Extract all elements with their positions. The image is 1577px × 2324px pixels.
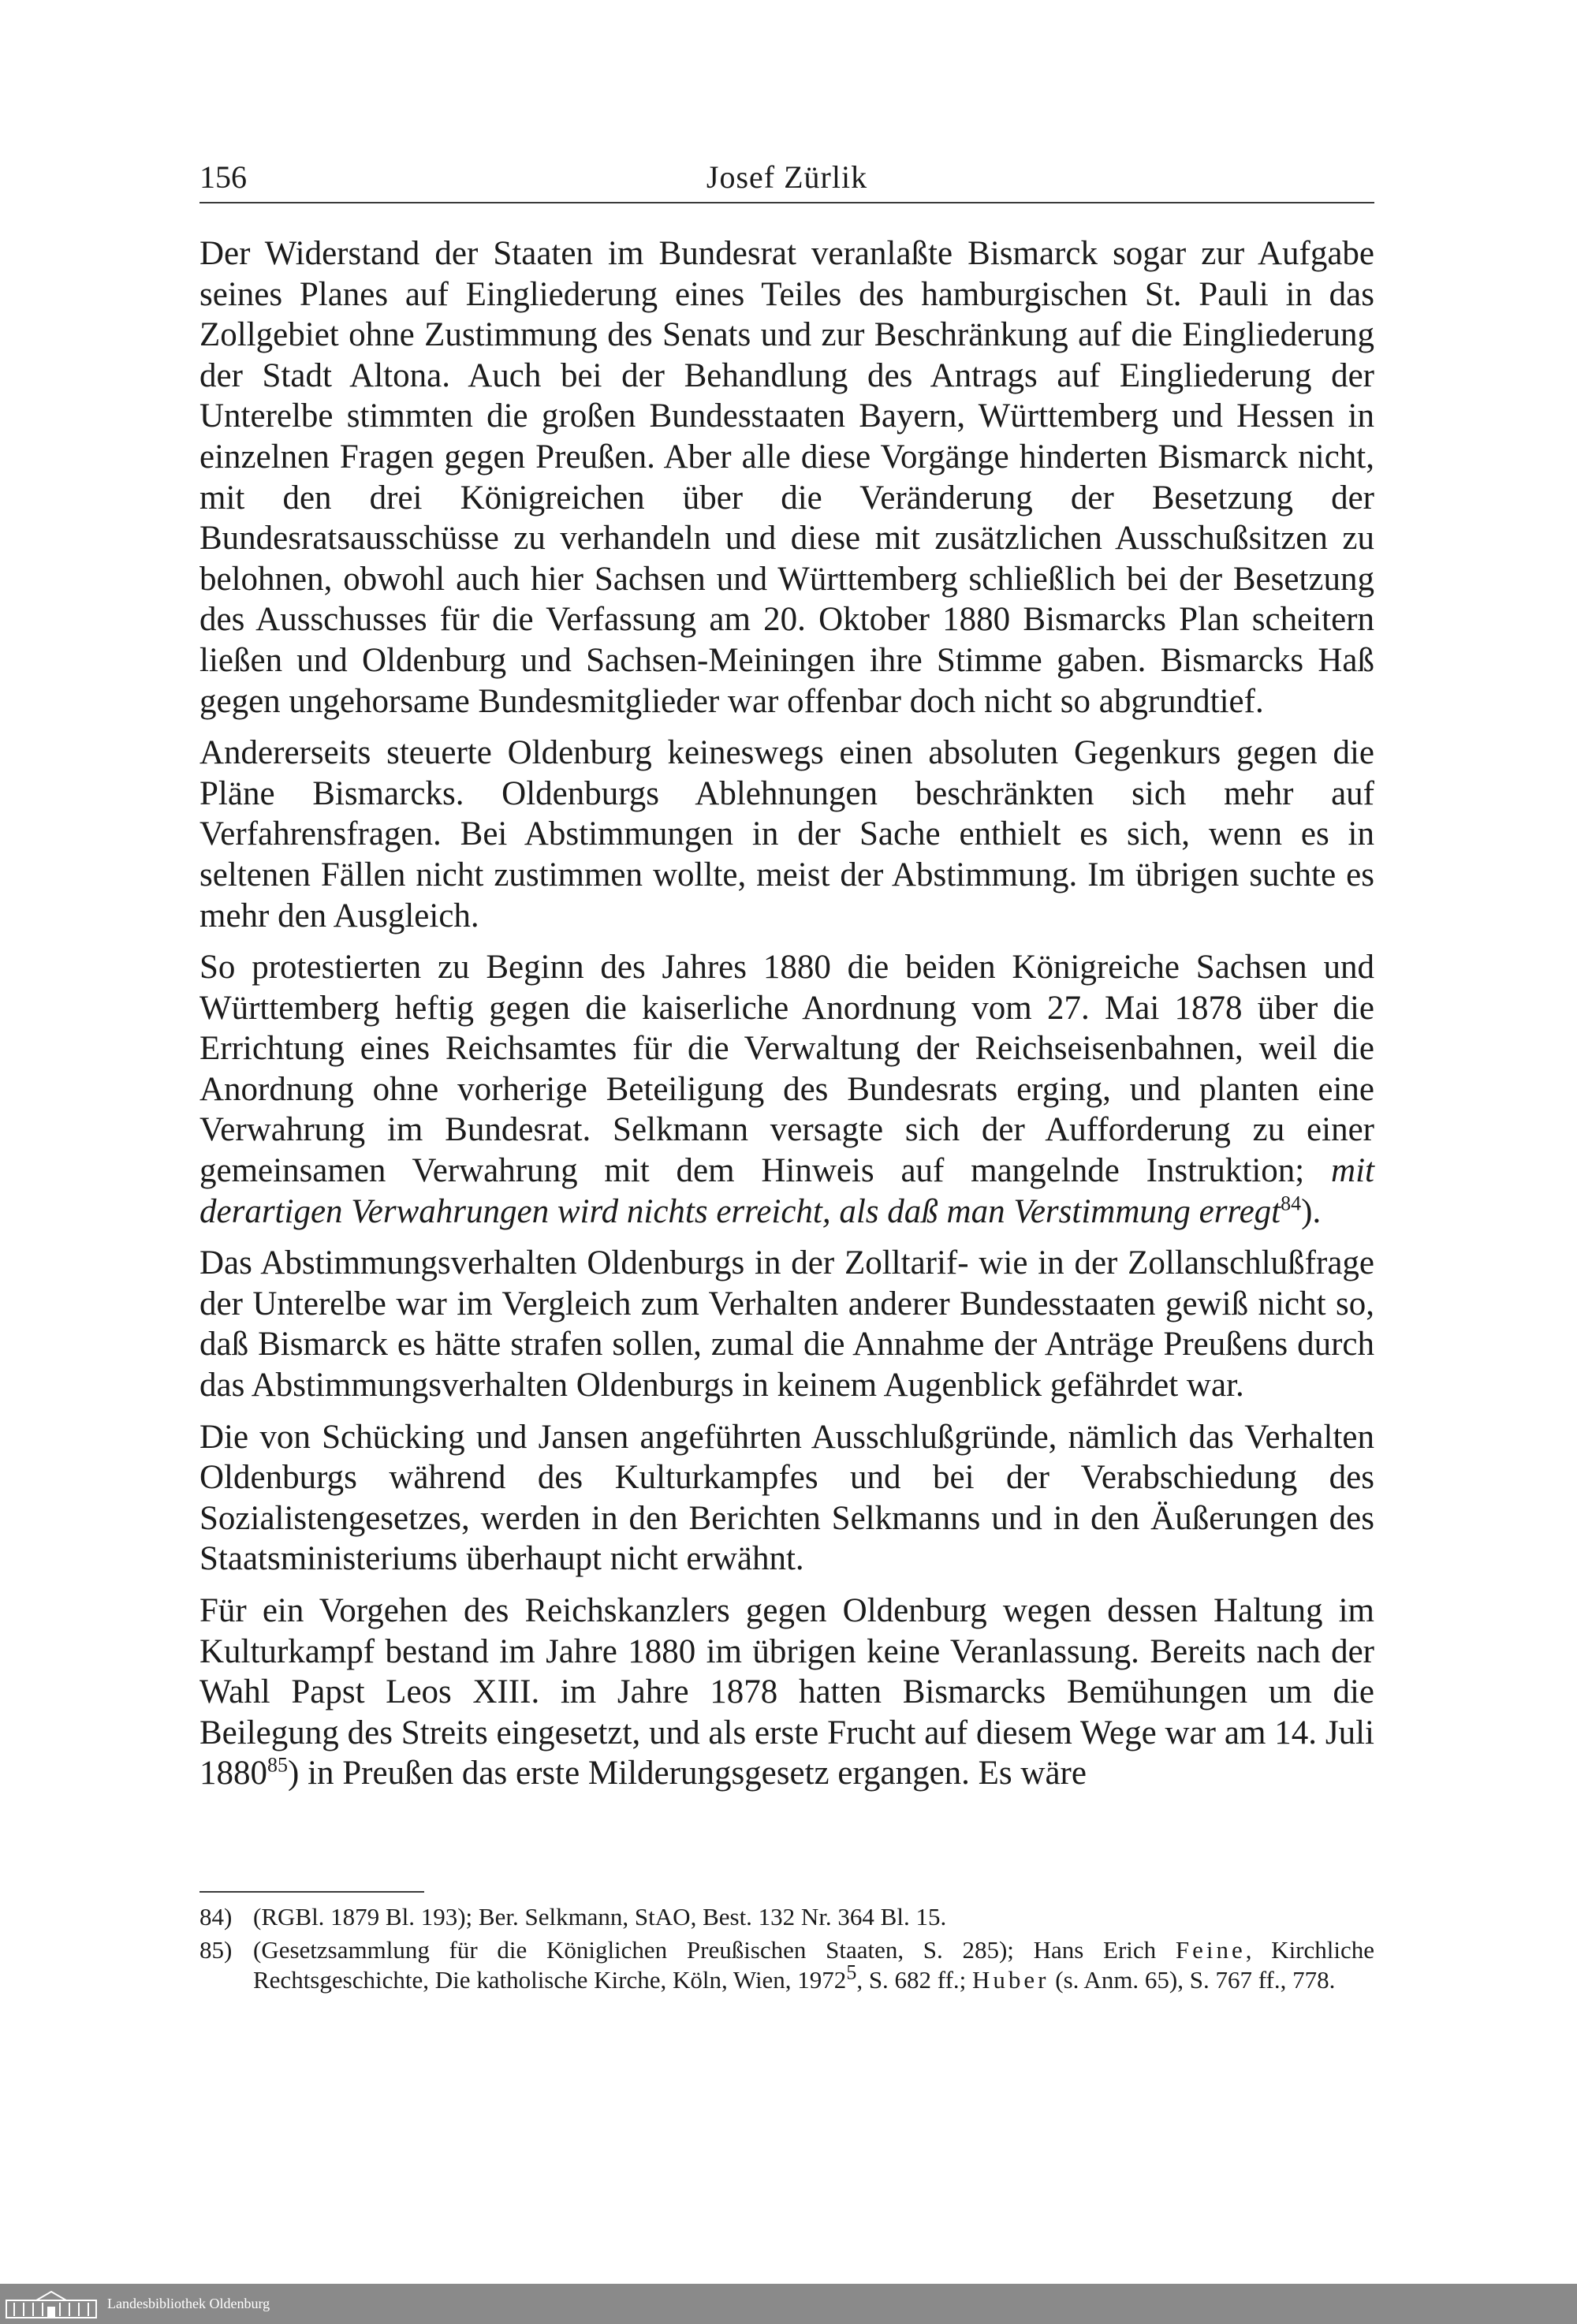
- paragraph: Das Abstimmungsverhalten Oldenburgs in der Zolltarif- wie in der Zollanschlußfrage der Unterelbe war im Vergleich zum Verhalten anderer Bundesstaaten gewiß nicht so, daß Bismarck es hätte strafen sollen, zumal die Annahme der Anträge Preußens durch das Abstimmungsverhalten Oldenburgs in keinem Augenblick gefährdet war.: [199, 1244, 1374, 1404]
- library-building-icon: [5, 2289, 98, 2319]
- library-name: Landesbibliothek Oldenburg: [107, 2296, 270, 2311]
- paragraph: Die von Schücking und Jansen angeführten Ausschlußgründe, nämlich das Verhalten Oldenburgs während des Kulturkampfes und bei der Verabschiedung des Sozialistengesetzes, werden in den Berichten Selkmanns und in den Äußerungen des Staatsministeriums überhaupt nicht erwähnt.: [199, 1418, 1374, 1578]
- italic-quote: mit derartigen Verwahrungen wird nichts erreicht, als daß man Verstimmung erregt: [199, 1152, 1374, 1230]
- footnote-marker: 84): [199, 1903, 233, 1930]
- author-name: Huber: [972, 1966, 1049, 1994]
- footnotes: [199, 1891, 1374, 1998]
- running-head: Josef Zürlik: [706, 159, 868, 195]
- paragraph: So protestierten zu Beginn des Jahres 1880 die beiden Königreiche Sachsen und Württemberg heftig gegen die kaiserliche Anordnung vom 27. Mai 1878 über die Errichtung eines Reichsamtes für die Verwaltung der Reichseisenbahnen, weil die Anordnung ohne vorherige Beteiligung des Bundesrats erging, und planten eine Verwahrung im Bundesrat. Selkmann versagte sich der Aufforderung zu einer gemeinsamen Verwahrung mit dem Hinweis auf mangelnde Instruktion; mit derartigen Verwahrungen wird nichts erreicht, als daß man Verstimmung erregt$^{84}$).: [199, 949, 1374, 1230]
- footnote-rule: [199, 1891, 424, 1893]
- paragraph: Für ein Vorgehen des Reichskanzlers gegen Oldenburg wegen dessen Haltung im Kulturkampf bestand im Jahre 1880 im übrigen keine Veranlassung. Bereits nach der Wahl Papst Leos XIII. im Jahre 1878 hatten Bismarcks Bemühungen um die Beilegung des Streits eingesetzt, und als erste Frucht auf diesem Wege war am 14. Juli 1880$^{85}$) in Preußen das erste Milderungsgesetz ergangen. Es wäre: [199, 1592, 1374, 1792]
- author-name: Feine: [1175, 1936, 1246, 1964]
- page-header: [199, 155, 1374, 203]
- edition-superscript: 5: [846, 1960, 857, 1984]
- footnote-84: 84) (RGBl. 1879 Bl. 193); Ber. Selkmann, StAO, Best. 132 Nr. 364 Bl. 15.: [199, 1903, 947, 1930]
- footnote-ref-85[interactable]: 85: [267, 1754, 288, 1778]
- footnote-ref-84[interactable]: 84: [1281, 1192, 1302, 1215]
- footnote-marker: 85): [199, 1936, 233, 1964]
- footnote-85: 85) (Gesetzsammlung für die Königlichen Preußischen Staaten, S. 285); Hans Erich Feine, Kirchliche Rechtsgeschichte, Die katholische Kirche, Köln, Wien, 1972$^5$, S. 682 ff.; Huber (s. Anm. 65), S. 767 ff., 778.: [199, 1936, 1375, 1994]
- paragraph: Andererseits steuerte Oldenburg keineswegs einen absoluten Gegenkurs gegen die Pläne Bismarcks. Oldenburgs Ablehnungen beschränkten sich mehr auf Verfahrensfragen. Bei Abstimmungen in der Sache enthielt es sich, wenn es in seltenen Fällen nicht zustimmen wollte, meist der Abstimmung. Im übrigen suchte es mehr den Ausgleich.: [199, 734, 1374, 934]
- paragraph: Der Widerstand der Staaten im Bundesrat veranlaßte Bismarck sogar zur Aufgabe seines Planes auf Eingliederung eines Teiles des hamburgischen St. Pauli in das Zollgebiet ohne Zustimmung des Senats und zur Beschränkung auf die Eingliederung der Stadt Altona. Auch bei der Behandlung des Antrags auf Eingliederung der Unterelbe stimmten die großen Bundesstaaten Bayern, Württemberg und Hessen in einzelnen Fragen gegen Preußen. Aber alle diese Vorgänge hinderten Bismarck nicht, mit den drei Königreichen über die Veränderung der Besetzung der Bundesratsausschüsse zu verhandeln und diese mit zusätzlichen Ausschußsitzen zu belohnen, obwohl auch hier Sachsen und Württemberg schließlich bei der Besetzung des Ausschusses für die Verfassung am 20. Oktober 1880 Bismarcks Plan scheitern ließen und Oldenburg und Sachsen-Meiningen ihre Stimme gaben. Bismarcks Haß gegen ungehorsame Bundesmitglieder war offenbar doch nicht so abgrundtief.: [199, 235, 1374, 720]
- library-footer-bar: [0, 2284, 1577, 2324]
- page-number: 156: [199, 159, 247, 195]
- body-text: [199, 233, 1374, 1805]
